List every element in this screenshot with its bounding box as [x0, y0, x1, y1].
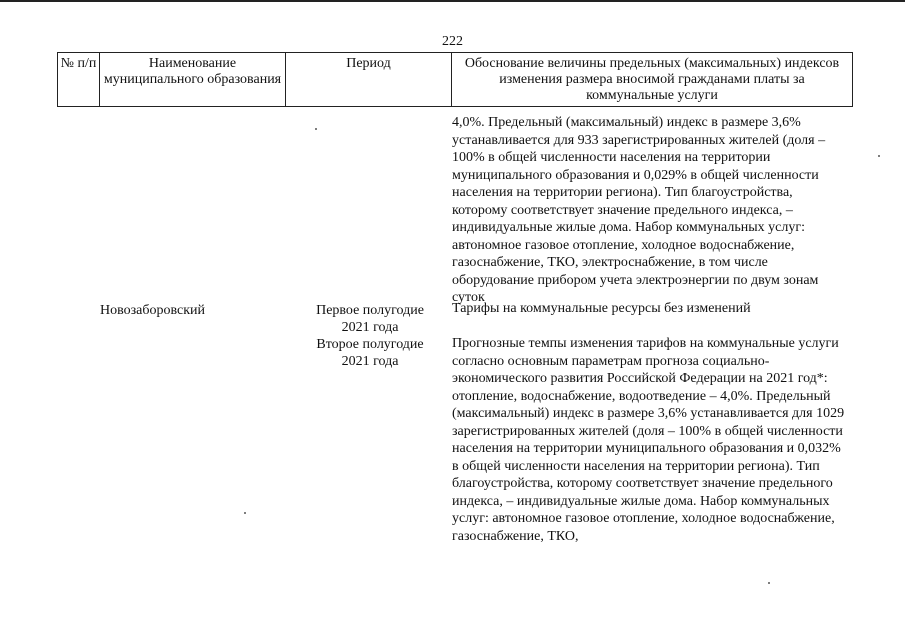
- header-basis: Обоснование величины предельных (максимальных) индексов изменения размера вносимой гражданами платы за коммунальные услуги: [452, 53, 853, 107]
- header-period: Период: [286, 53, 452, 107]
- top-border-line: [0, 0, 905, 2]
- scan-speck: [244, 512, 246, 514]
- table-header: [57, 52, 853, 107]
- period-first-half: Первое полугодие 2021 года: [316, 303, 424, 335]
- header-num: № п/п: [58, 53, 100, 107]
- first-half-text: Тарифы на коммунальные ресурсы без изменений: [452, 301, 751, 316]
- page-number: 222: [442, 34, 463, 49]
- period-second-half: Второе полугодие 2021 года: [316, 337, 424, 369]
- scan-speck: [315, 128, 317, 130]
- municipality-name: Новозаборовский: [100, 303, 206, 318]
- header-municipality: Наименование муниципального образования: [100, 53, 286, 107]
- continuation-text: 4,0%. Предельный (максимальный) индекс в размере 3,6% устанавливается для 933 зарегистрированных жителей (доля – 100% в общей численности населения на территории муниципального образования и 0,029% в общей численности населения на территории региона). Тип благоустройства, которому соответствует значение предельного индекса, – индивидуальные жилые дома. Набор коммунальных услуг: автономное газовое отопление, холодное водоснабжение, газоснабжение, ТКО, электроснабжение, в том числе оборудование прибором учета электроэнергии по двум зонам суток: [452, 115, 826, 305]
- scan-speck: [768, 582, 770, 584]
- second-half-text: Прогнозные темпы изменения тарифов на коммунальные услуги согласно основным параметрам прогноза социально-экономического развития Российской Федерации на 2021 год*: отопление, водоснабжение, водоотведение – 4,0%. Предельный (максимальный) индекс в размере 3,6% устанавливается для 1029 зарегистрированных жителей (доля – 100% в общей численности населения на территории муниципального образования и 0,032% в общей численности населения на территории региона). Тип благоустройства, которому соответствует значение предельного индекса, – индивидуальные жилые дома. Набор коммунальных услуг: автономное газовое отопление, холодное водоснабжение, газоснабжение, ТКО,: [452, 336, 845, 544]
- scan-speck: [878, 155, 880, 157]
